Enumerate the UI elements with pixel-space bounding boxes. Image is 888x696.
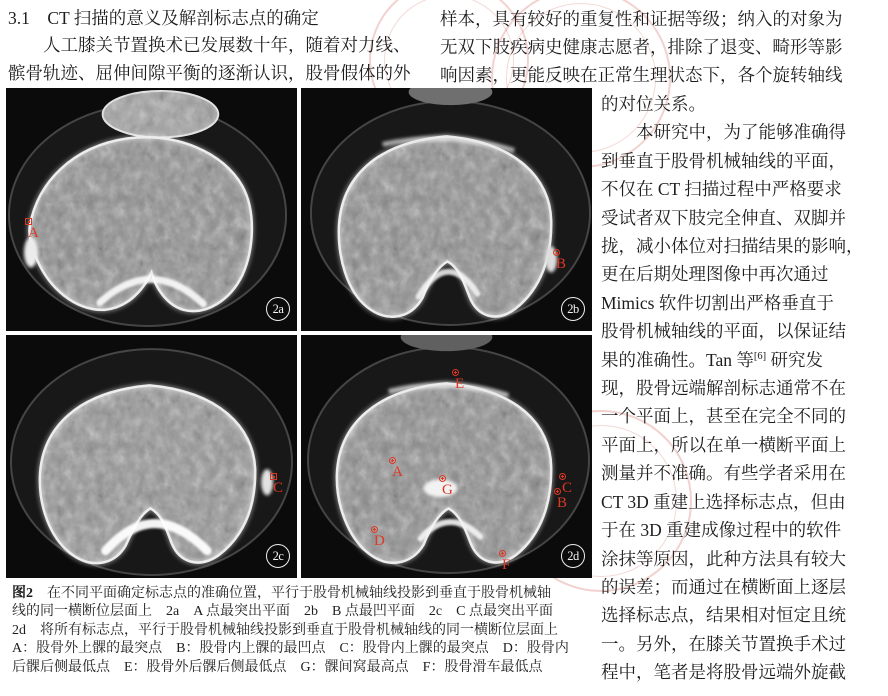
target-marker-icon (439, 475, 446, 482)
paragraph-line: 髌骨轨迹、屈伸间隙平衡的逐渐认识，股骨假体的外 (8, 63, 411, 83)
paragraph-line: 不仅在 CT 扫描过程中严格要求 (601, 179, 842, 200)
panel-label-2b: 2b (561, 297, 585, 321)
section-text-left (8, 5, 442, 87)
paragraph-line: 一个平面上，甚至在完全不同的 (601, 406, 846, 427)
figure-2-caption (12, 585, 590, 677)
paragraph-line: 股骨机械轴线的平面，以保证结 (601, 321, 846, 342)
paragraph-line: 程中，笔者是将股骨远端外旋截 (601, 662, 846, 683)
caption-line: 线的同一横断位层面上 2a A 点最突出平面 2b B 点最凹平面 2c C 点最突出平面 (12, 604, 553, 620)
figure-2-ct-grid (6, 88, 592, 578)
paragraph-line: 到垂直于股骨机械轴线的平面， (601, 150, 846, 171)
panel-label-2d: 2d (561, 544, 585, 568)
target-marker-icon (559, 473, 566, 480)
landmark-marker-d (371, 526, 385, 548)
section-heading: 3.1 CT 扫描的意义及解剖标志点的确定 (8, 8, 319, 28)
section-text-right-top (440, 5, 886, 89)
ct-scan-image-2b (301, 88, 592, 331)
paragraph-line: 响因素，更能反映在正常生理状态下，各个旋转轴线 (440, 65, 843, 85)
ct-scan-image-2d (301, 335, 592, 578)
landmark-letter: F (502, 557, 511, 573)
target-marker-icon (371, 526, 378, 533)
ct-panel-2c (6, 335, 297, 578)
landmark-letter: A (28, 225, 39, 241)
target-marker-icon (389, 457, 396, 464)
landmark-letter: B (556, 256, 567, 272)
circle-marker-icon (553, 249, 560, 256)
landmark-marker-c (270, 473, 283, 495)
ct-panel-2d (301, 335, 592, 578)
landmark-marker-a (389, 457, 403, 479)
paragraph-line: 的对位关系。 (601, 94, 706, 114)
paragraph-line: 样本，具有较好的重复性和证据等级；纳入的对象为 (440, 9, 843, 29)
paragraph-line: 平面上，所以在单一横断平面上 (601, 434, 846, 455)
paragraph-line: 本研究中，为了能够准确得 (601, 122, 846, 143)
panel-label-2a: 2a (266, 297, 290, 321)
caption-line: 图2 在不同平面确定标志点的准确位置，平行于股骨机械轴线投影到垂直于股骨机械轴 (12, 586, 551, 601)
landmark-letter: C (273, 480, 284, 496)
landmark-letter: B (557, 495, 568, 511)
paragraph-line: 选择标志点，结果相对恒定且统 (601, 605, 846, 626)
ct-scan-image-2a (6, 88, 297, 331)
left-paragraph (8, 31, 442, 87)
landmark-marker-a (25, 218, 39, 240)
paragraph-line: 一。另外，在膝关节置换手术过 (601, 633, 846, 654)
paragraph-line: 测量并不准确。有些学者采用在 (601, 463, 846, 484)
ct-scan-image-2c (6, 335, 297, 578)
ct-panel-2a (6, 88, 297, 331)
landmark-marker-e (452, 369, 464, 391)
landmark-marker-g (439, 475, 453, 497)
reference-superscript: [6] (753, 350, 767, 362)
paragraph-line: 于在 3D 重建成像过程中的软件 (601, 520, 842, 541)
paragraph-line: 受试者双下肢完全伸直、双脚并 (601, 207, 846, 228)
landmark-marker-b (553, 249, 566, 271)
paragraph-line: 果的准确性。Tan 等[6] 研究发 (601, 349, 823, 370)
caption-figure-label: 图2 (12, 586, 33, 601)
landmark-letter: C (562, 480, 573, 496)
paragraph-line: 更在后期处理图像中再次通过 (601, 264, 829, 285)
landmark-letter: D (374, 533, 385, 549)
paragraph-line: 的误差；而通过在横断面上逐层 (601, 576, 846, 597)
paragraph-line: 涂抹等原因，此种方法具有较大 (601, 548, 846, 569)
caption-line: 2d 将所有标志点，平行于股骨机械轴线投影到垂直于股骨机械轴线的同一横断位层面上 (12, 622, 558, 638)
paragraph-line: Mimics 软件切割出严格垂直于 (601, 292, 834, 313)
caption-line: 后髁后侧最低点 E：股骨外后髁后侧最低点 G：髁间窝最高点 F：股骨滑车最低点 (12, 659, 543, 675)
landmark-letter: A (392, 464, 403, 480)
panel-label-2c: 2c (266, 544, 290, 568)
landmark-marker-f (499, 550, 510, 572)
target-marker-icon (499, 550, 506, 557)
paragraph-line: 人工膝关节置换术已发展数十年，随着对力线、 (8, 35, 411, 55)
target-marker-icon (452, 369, 459, 376)
square-marker-icon (270, 473, 277, 480)
paragraph-line: CT 3D 重建上选择标志点，但由 (601, 491, 846, 512)
target-marker-icon (554, 488, 561, 495)
paragraph-line: 无双下肢疾病史健康志愿者，排除了退变、畸形等影 (440, 37, 843, 57)
landmark-letter: G (442, 482, 453, 498)
caption-line: A：股骨外上髁的最突点 B：股骨内上髁的最凹点 C：股骨内上髁的最突点 D：股骨内 (12, 641, 569, 657)
landmark-letter: E (455, 376, 465, 392)
paragraph-line: 现，股骨远端解剖标志通常不在 (601, 378, 846, 399)
paragraph-line: 拢，减小体位对扫描结果的影响， (601, 236, 864, 257)
square-marker-icon (25, 218, 32, 225)
landmark-marker-b (554, 488, 567, 510)
ct-panel-2b (301, 88, 592, 331)
right-column-text (601, 90, 887, 687)
